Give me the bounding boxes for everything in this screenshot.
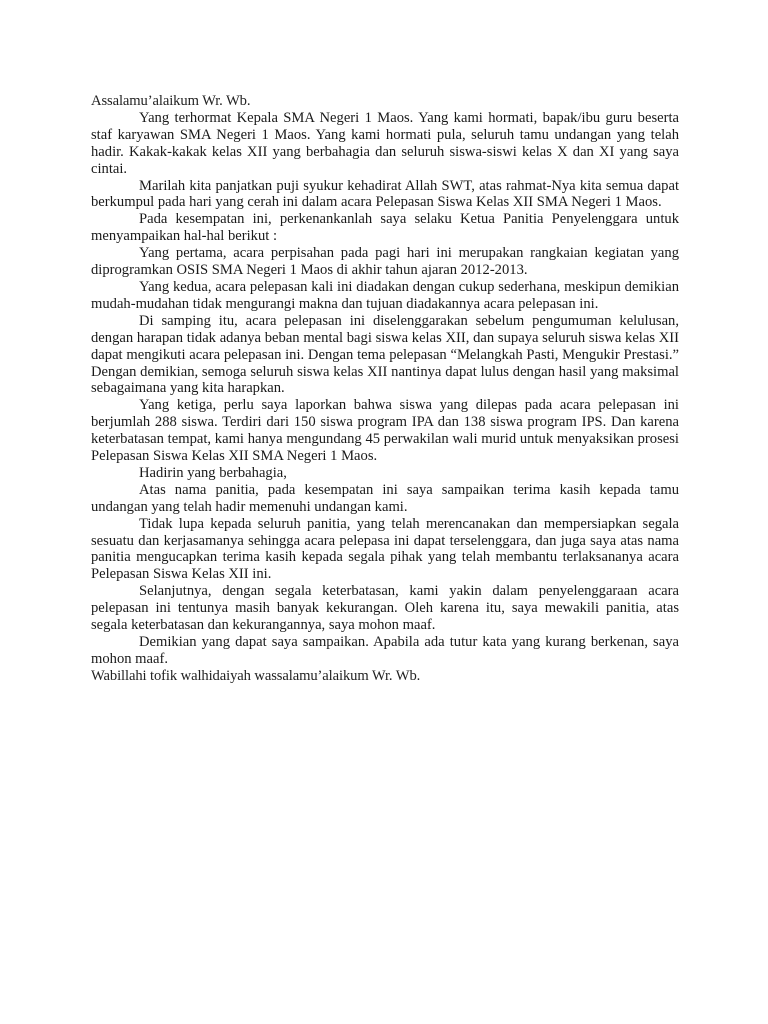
paragraph-theme: Di samping itu, acara pelepasan ini diselenggarakan sebelum pengumuman kelulusan, dengan harapan tidak adanya beban mental bagi siswa kelas XII, dan supaya seluruh siswa kelas XII dapat mengikuti acara pelepasan ini. Dengan tema pelepasan “Melangkah Pasti, Mengukir Prestasi.” Dengan demikian, semoga seluruh siswa kelas XII nantinya dapat lulus dengan hasil yang maksimal sebagaimana yang kita harapkan.: [91, 312, 679, 397]
paragraph-salutation: Yang terhormat Kepala SMA Negeri 1 Maos. Yang kami hormati, bapak/ibu guru beserta staf karyawan SMA Negeri 1 Maos. Yang kami hormati pula, seluruh tamu undangan yang telah hadir. Kakak-kakak kelas XII yang berbahagia dan seluruh siswa-siswi kelas X dan XI yang saya cintai.: [91, 109, 679, 177]
paragraph-apology: Selanjutnya, dengan segala keterbatasan, kami yakin dalam penyelenggaraan acara pelepasan ini tentunya masih banyak kekurangan. Oleh karena itu, saya mewakili panitia, atas segala keterbatasan dan kekurangannya, saya mohon maaf.: [91, 583, 679, 634]
paragraph-thanks-guests: Atas nama panitia, pada kesempatan ini saya sampaikan terima kasih kepada tamu undangan yang telah hadir memenuhi undangan kami.: [91, 481, 679, 515]
paragraph-third-point: Yang ketiga, perlu saya laporkan bahwa siswa yang dilepas pada acara pelepasan ini berjumlah 288 siswa. Terdiri dari 150 siswa program IPA dan 138 siswa program IPS. Dan karena keterbatasan tempat, kami hanya mengundang 45 perwakilan wali murid untuk menyaksikan prosesi Pelepasan Siswa Kelas XII SMA Negeri 1 Maos.: [91, 397, 679, 465]
paragraph-first-point: Yang pertama, acara perpisahan pada pagi hari ini merupakan rangkaian kegiatan yang diprogramkan OSIS SMA Negeri 1 Maos di akhir tahun ajaran 2012-2013.: [91, 245, 679, 279]
closing-line: Wabillahi tofik walhidaiyah wassalamu’alaikum Wr. Wb.: [91, 667, 421, 684]
document-page: [91, 93, 679, 685]
paragraph-second-point: Yang kedua, acara pelepasan kali ini diadakan dengan cukup sederhana, meskipun demikian mudah-mudahan tidak mengurangi makna dan tujuan diadakannya acara pelepasan ini.: [91, 278, 679, 312]
paragraph-thanks-committee: Tidak lupa kepada seluruh panitia, yang telah merencanakan dan mempersiapkan segala sesuatu dan kerjasamanya sehingga acara pelepasa ini dapat terselenggara, dan juga saya atas nama panitia mengucapkan terima kasih kepada segala pihak yang telah membantu terlaksananya acara Pelepasan Siswa Kelas XII ini.: [91, 515, 679, 583]
greeting-line: Assalamu’alaikum Wr. Wb.: [91, 93, 251, 109]
paragraph-introduction: Pada kesempatan ini, perkenankanlah saya selaku Ketua Panitia Penyelenggara untuk menyampaikan hal-hal berikut :: [91, 211, 679, 245]
paragraph-audience-address: Hadirin yang berbahagia,: [139, 464, 287, 481]
paragraph-conclusion: Demikian yang dapat saya sampaikan. Apabila ada tutur kata yang kurang berkenan, saya mohon maaf.: [91, 634, 679, 667]
paragraph-gratitude: Marilah kita panjatkan puji syukur kehadirat Allah SWT, atas rahmat-Nya kita semua dapat berkumpul pada hari yang cerah ini dalam acara Pelepasan Siswa Kelas XII SMA Negeri 1 Maos.: [91, 177, 679, 211]
